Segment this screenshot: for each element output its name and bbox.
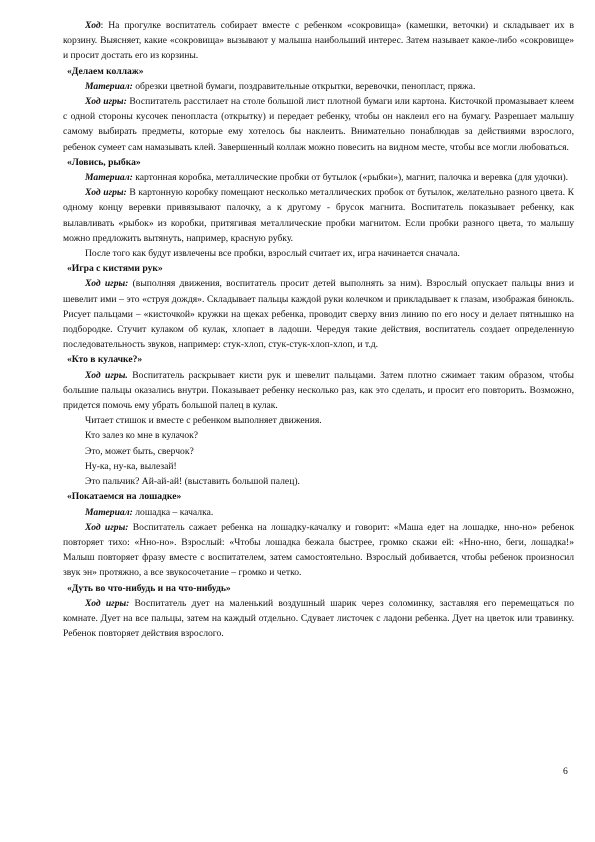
paragraph-label: Ход игры: — [85, 278, 129, 290]
paragraph — [63, 276, 574, 352]
paragraph — [63, 413, 574, 428]
paragraph-text: Ну-ка, ну-ка, вылезай! — [85, 460, 177, 472]
paragraph — [63, 428, 574, 443]
paragraph-label: Ход игры: — [85, 521, 129, 533]
paragraph-label: Ход игры. — [85, 369, 128, 381]
paragraph-text: : На прогулке воспитатель собирает вместе с ребенком «сокровища» (камешки, веточки) и складывает их в корзину. Выясняет, какие «сокровища» вызывают у малыша наибольший интерес. Затем называет какое-либо «сокровище» и просит достать его из корзины. — [63, 20, 574, 62]
paragraph-text: После того как будут извлечены все пробки, взрослый считает их, игра начинается сначала. — [85, 248, 460, 260]
section-heading: «Игра с кистями рук» — [67, 263, 163, 275]
paragraph-label: Материал: — [85, 80, 133, 92]
paragraph — [63, 18, 574, 64]
paragraph-text: В картонную коробку помещают несколько металлических пробок от бутылок, желательно разного цвета. К одному концу веревки привязывают палочку, а к другому - брусок магнита. Воспитатель показывает ребенку, как вылавливать «рыбок» из коробки, притягивая металлические пробки магнитом. Если пробки разного цвета, то малышу можно предложить вытянуть, например, красную рубку. — [63, 187, 575, 244]
paragraph-label: Ход игры: — [85, 187, 127, 199]
section-heading: «Кто в кулачке?» — [67, 354, 143, 366]
paragraph-text: Читает стишок и вместе с ребенком выполняет движения. — [85, 415, 322, 427]
paragraph — [63, 474, 574, 489]
paragraph — [63, 94, 574, 155]
paragraph-text: (выполняя движения, воспитатель просит детей выполнять за ним). Взрослый опускает пальцы вниз и шевелит ими – это «струя дождя». Складывает пальцы каждой руки колечком и прикладывает к глазам, изображая бинокль. Рисует пальцами – «кисточкой» кружки на щеках ребенка, проводит сверху вниз линию по его носу и делает пятнышко на подбородке. Стучит кулаком об кулак, хлопает в ладоши. Чередуя такие действия, воспитатель создает определенную последовательность звуков, например: стук-хлоп, стук-стук-хлоп-хлоп, и т.д. — [63, 278, 574, 351]
paragraph — [63, 459, 574, 474]
paragraph-label: Ход — [85, 20, 101, 31]
paragraph — [63, 596, 574, 642]
paragraph — [63, 520, 574, 581]
paragraph-text: обрезки цветной бумаги, поздравительные открытки, веревочки, пенопласт, пряжа. — [132, 80, 476, 92]
paragraph-label: Материал: — [85, 172, 133, 184]
page-number: 6 — [563, 766, 568, 777]
section-heading: «Делаем коллаж» — [67, 65, 144, 77]
paragraph-text: лошадка – качалка. — [132, 506, 214, 518]
section-heading: «Ловись, рыбка» — [67, 156, 141, 168]
paragraph-text: картонная коробка, металлические пробки от бутылок («рыбки»), магнит, палочка и веревка (для удочки). — [132, 172, 569, 184]
paragraph — [63, 505, 574, 520]
paragraph — [63, 444, 574, 459]
section-heading: «Покатаемся на лошадке» — [67, 491, 182, 503]
paragraph — [63, 368, 574, 414]
paragraph-text: Воспитатель дует на маленький воздушный шарик через соломинку, заставляя его перемещаться по комнате. Дует на все пальцы, затем на каждый отдельно. Сдувает листочек с ладони ребенка. Дует на цветок или травинку. Ребенок повторяет действия взрослого. — [63, 597, 574, 640]
paragraph-text: Воспитатель сажает ребенка на лошадку-качалку и говорит: «Маша едет на лошадке, нно-но» ребенок повторяет тихо: «Нно-но». Взрослый: «Чтобы лошадка бежала быстрее, громко скажи ей: «Нно-нно, беги, лошадка!» Малыш повторяет фразу вместе с воспитателем, затем самостоятельно. Взрослый добивается, чтобы ребенок произносил звук эн» протяжно, а все звукосочетание – громко и четко. — [63, 521, 575, 579]
document-page — [63, 18, 574, 641]
paragraph — [63, 79, 574, 94]
paragraph-text: Кто залез ко мне в кулачок? — [85, 430, 199, 442]
paragraph-label: Материал: — [85, 506, 133, 518]
paragraph-text: Воспитатель расстилает на столе большой лист плотной бумаги или картона. Кисточкой промазывает клеем с одной стороны кусочек пенопласта (открытку) и передает ребенку, чтобы он наклеил его на бумагу. Разрешает малышу самому выбирать предметы, которые ему хотелось бы наклеить. Внимательно понаблюдав за действиями взрослого, ребенок сумеет сам намазывать клей. Завершенный коллаж можно повесить на видном месте, чтобы все могли любоваться. — [63, 96, 574, 153]
section-heading: «Дуть во что-нибудь и на что-нибудь» — [67, 582, 231, 594]
paragraph-text: Воспитатель раскрывает кисти рук и шевелит пальцами. Затем плотно сжимает таким образом, чтобы большие пальцы оказались внутри. Показывает ребенку несколько раз, как это сделать, и просит его повторить. Возможно, придется помочь ему убрать большой палец в кулак. — [63, 369, 575, 412]
paragraph-text: Это, может быть, сверчок? — [85, 445, 194, 457]
paragraph — [63, 170, 574, 185]
paragraph-label: Ход игры: — [85, 597, 130, 609]
paragraph-label: Ход игры: — [85, 96, 127, 108]
paragraph — [63, 185, 574, 246]
paragraph-text: Это пальчик? Ай-ай-ай! (выставить большой палец). — [85, 476, 300, 488]
paragraph — [63, 246, 574, 261]
